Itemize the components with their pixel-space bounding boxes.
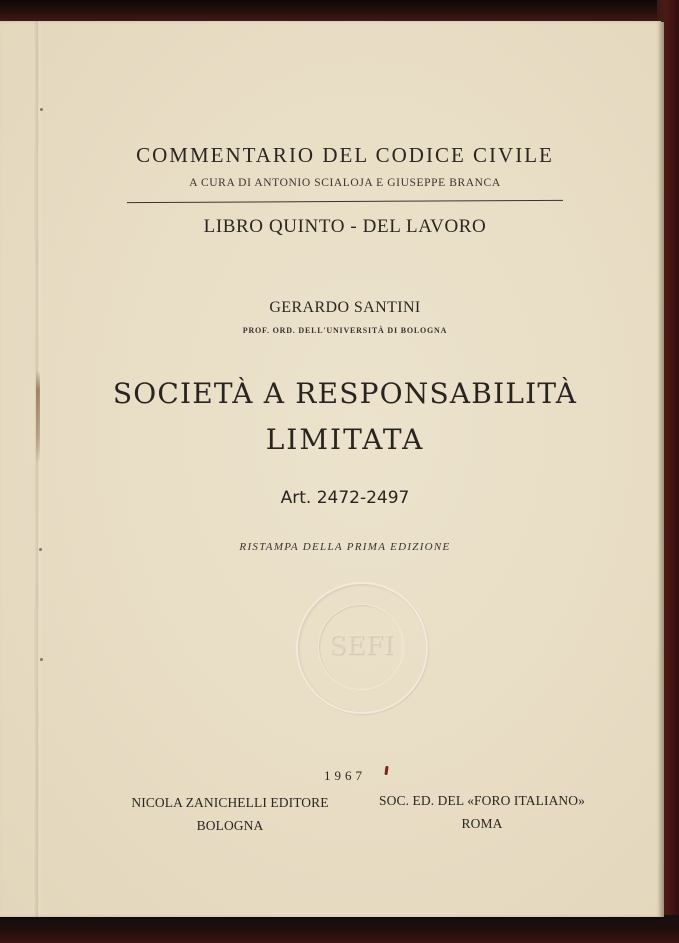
paper-speck xyxy=(40,108,43,111)
publisher-city: BOLOGNA xyxy=(196,818,264,833)
publication-year: 1967 xyxy=(324,768,366,783)
paper-speck xyxy=(40,658,43,661)
book-title-line-1: SOCIETÀ A RESPONSABILITÀ xyxy=(112,377,578,410)
publisher-city: ROMA xyxy=(461,816,503,831)
publisher-name: SOC. ED. DEL «FORO ITALIANO» xyxy=(379,793,585,808)
book-cover-bottom-edge xyxy=(0,915,679,943)
stamp-inner-ring xyxy=(318,604,404,690)
book-part-heading: LIBRO QUINTO - DEL LAVORO xyxy=(203,216,487,237)
publisher-name: NICOLA ZANICHELLI EDITORE xyxy=(131,795,329,810)
articles-range: Art. 2472-2497 xyxy=(280,488,410,508)
series-editors: A CURA DI ANTONIO SCIALOJA E GIUSEPPE BRANCA xyxy=(189,177,501,189)
publisher-left xyxy=(110,795,350,834)
book-title-line-2: LIMITATA xyxy=(265,423,425,456)
edition-note: RISTAMPA DELLA PRIMA EDIZIONE xyxy=(239,541,451,553)
author-role: PROF. ORD. DELL'UNIVERSITÀ DI BOLOGNA xyxy=(242,326,448,335)
embossed-stamp-icon xyxy=(296,582,428,714)
author-name: GERARDO SANTINI xyxy=(269,299,421,316)
series-title: COMMENTARIO DEL CODICE CIVILE xyxy=(136,143,554,167)
publisher-right xyxy=(362,793,602,832)
page-stack-edge xyxy=(659,22,664,917)
stamp-monogram: SEFI xyxy=(328,631,394,661)
